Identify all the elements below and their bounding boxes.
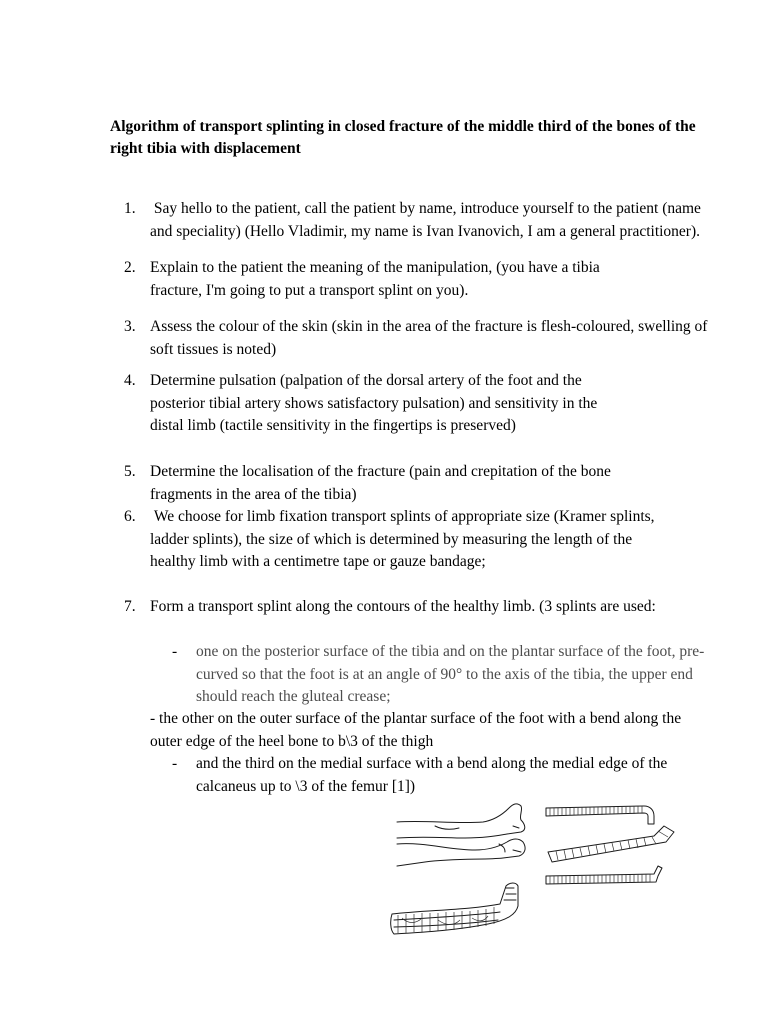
step-text: Explain to the patient the meaning of the manipulation, (you have a tibia fracture, I'm going to put a transport splint on you). (150, 259, 600, 299)
step-text: We choose for limb fixation transport splints of appropriate size (Kramer splints, ladder splints), the size of which is determined by measuring the length of the healthy limb with a centimetre tape or gauze bandage; (150, 508, 659, 571)
dash-bullet: - (172, 643, 178, 660)
step-number: 1. (124, 200, 136, 217)
step-7 (124, 596, 660, 619)
step-text: Determine the localisation of the fracture (pain and crepitation of the bone fragments in the area of the tibia) (150, 463, 611, 503)
ladder-splint-short (544, 862, 664, 890)
sub-item-first-splint (172, 641, 708, 709)
leg-in-splint-illustration (388, 880, 528, 940)
step-text: Form a transport splint along the contours of the healthy limb. (3 splints are used: (150, 598, 656, 615)
sub-item-text: one on the posterior surface of the tibia and on the plantar surface of the foot, pre-curved so that the foot is at an angle of 90° to the axis of the tibia, the upper end should reach the gluteal crease; (196, 643, 705, 706)
step-text: Determine pulsation (palpation of the dorsal artery of the foot and the posterior tibial artery shows satisfactory pulsation) and sensitivity in the distal limb (tactile sensitivity in the fingertips is preserved) (150, 372, 598, 435)
sub-item-text: and the third on the medial surface with a bend along the medial edge of the calcaneus up to \3 of the femur [1]) (196, 755, 668, 795)
sub-item-third-splint (172, 753, 708, 798)
sub-item-second-splint (150, 708, 710, 753)
step-number: 5. (124, 463, 136, 480)
step-3 (124, 316, 710, 361)
step-1 (124, 198, 710, 243)
step-number: 6. (124, 508, 136, 525)
step-5 (124, 461, 650, 506)
step-number: 4. (124, 372, 136, 389)
step-4 (124, 370, 630, 438)
step-number: 3. (124, 318, 136, 335)
dash-bullet: - (172, 755, 178, 772)
leg-outline-illustration (395, 800, 530, 870)
sub-item-text: - the other on the outer surface of the plantar surface of the foot with a bend along the outer edge of the heel bone to b\3 of the thigh (150, 710, 682, 750)
document-title: Algorithm of transport splinting in closed fracture of the middle third of the bones of the right tibia with displacement (110, 118, 696, 157)
step-text: Assess the colour of the skin (skin in the area of the fracture is flesh-coloured, swelling of soft tissues is noted) (150, 318, 708, 358)
step-6 (124, 506, 680, 574)
ladder-splint-bent (544, 822, 679, 867)
step-text: Say hello to the patient, call the patient by name, introduce yourself to the patient (name and speciality) (Hello Vladimir, my name is Ivan Ivanovich, I am a general practitioner). (150, 200, 705, 240)
step-2 (124, 257, 650, 302)
step-number: 7. (124, 598, 136, 615)
step-number: 2. (124, 259, 136, 276)
